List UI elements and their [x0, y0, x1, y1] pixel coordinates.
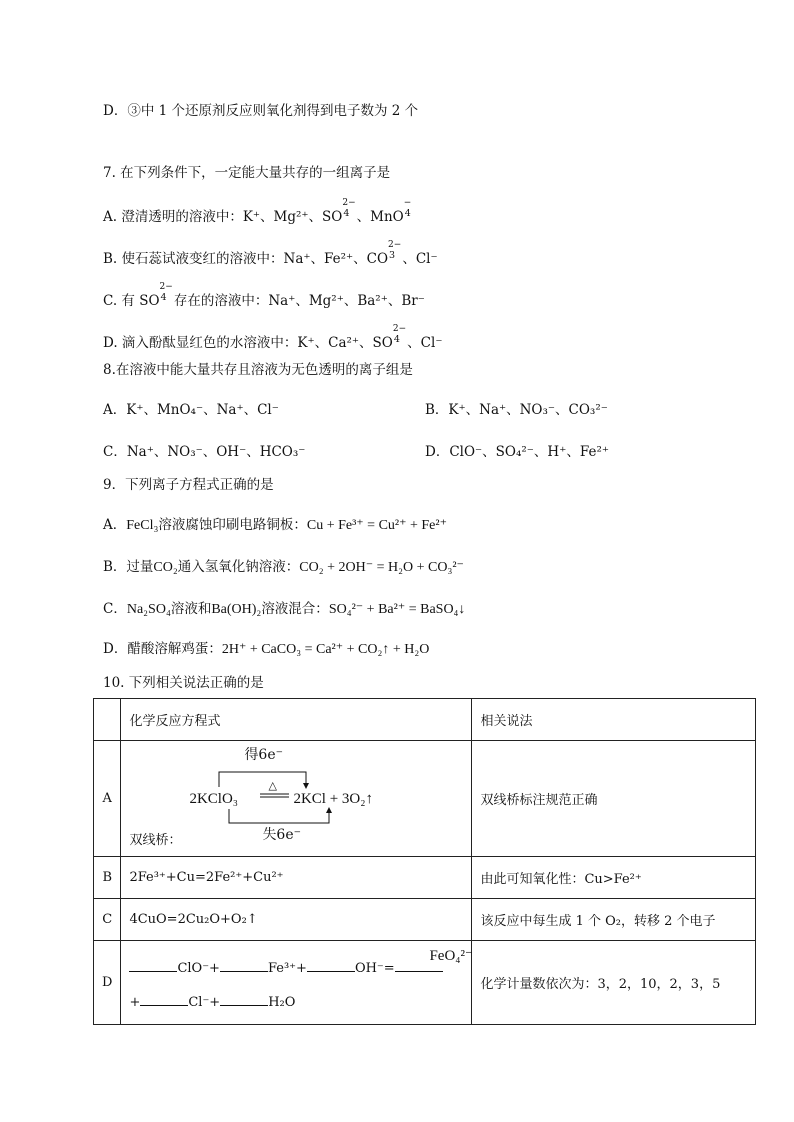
q7-c-post: 存在的溶液中：Na⁺、Mg²⁺、Ba²⁺、Br⁻ [169, 293, 425, 309]
q9-b-equation: CO₂ + 2OH⁻ = H₂O + CO₃²⁻ [299, 560, 464, 575]
q8-option-c: C．Na⁺、NO₃⁻、OH⁻、HCO₃⁻ [103, 444, 306, 460]
q9-a-equation: Cu + Fe³⁺ = Cu²⁺ + Fe²⁺ [306, 518, 447, 533]
table-row [94, 899, 756, 941]
q9-c-mid1: 溶液和 [170, 601, 212, 617]
row-d-term-4: + [129, 994, 141, 1010]
q9-d-equation: 2H⁺ + CaCO₃ = Ca²⁺ + CO₂↑ + H₂O [221, 642, 430, 657]
table-header-row [94, 699, 756, 741]
q7-b-pre: B. 使石蕊试液变红的溶液中：Na⁺、Fe²⁺、CO [103, 251, 389, 267]
blank-slot[interactable] [140, 992, 188, 1006]
q9-option-a [103, 516, 447, 535]
q7-a-so4-charge: 2− [342, 198, 356, 208]
lhs-formula: 2KClO₃ [189, 790, 239, 807]
q7-a-mno4-sub: 4 [404, 208, 411, 219]
q9-a-mid: 溶液腐蚀印刷电路铜板： [158, 517, 307, 533]
q8-stem: 8.在溶液中能大量共存且溶液为无色透明的离子组是 [103, 362, 413, 378]
q6-option-d: D．③中 1 个还原剂反应则氧化剂得到电子数为 2 个 [103, 103, 419, 119]
row-c-equation: 4CuO=2Cu₂O+O₂↑ [121, 899, 472, 941]
q7-b-sub: 3 [389, 250, 396, 261]
q9-stem: 9．下列离子方程式正确的是 [103, 477, 274, 493]
table-row [94, 857, 756, 899]
q8-option-a: A．K⁺、MnO₄⁻、Na⁺、Cl⁻ [103, 402, 279, 418]
row-d-term-6: H₂O [268, 994, 296, 1010]
q9-c-label: C． [103, 601, 127, 617]
q7-option-a [103, 198, 414, 226]
q7-d-charge: 2− [392, 324, 407, 334]
q9-a-lead: FeCl₃ [126, 518, 159, 533]
q9-b-label: B．过量 [103, 559, 154, 575]
q9-b-lead: CO₂ [153, 560, 178, 575]
blank-slot[interactable] [220, 958, 268, 972]
gain-electrons-label: 得6e⁻ [244, 746, 284, 763]
row-b-equation: 2Fe³⁺+Cu=2Fe²⁺+Cu²⁺ [121, 857, 472, 899]
row-a-note: 双线桥标注规范正确 [472, 741, 756, 857]
row-b-note: 由此可知氧化性：Cu>Fe²⁺ [472, 857, 756, 899]
q9-c-mid2: 溶液混合： [261, 601, 329, 617]
q7-d-sub: 4 [393, 334, 400, 345]
double-bridge-caption: 双线桥： [129, 832, 182, 848]
table-row [94, 741, 756, 857]
row-b-label: B [94, 857, 121, 899]
q8-option-b: B．K⁺、Na⁺、NO₃⁻、CO₃²⁻ [425, 402, 608, 418]
q7-option-c [103, 282, 425, 310]
lose-electrons-label: 失6e⁻ [262, 826, 302, 843]
q7-a-mid: 、MnO [352, 209, 404, 225]
blank-slot[interactable] [220, 992, 268, 1006]
q7-c-charge: 2− [159, 282, 173, 292]
table-header-blank [94, 699, 121, 741]
blank-slot[interactable] [129, 958, 177, 972]
row-d-term-3: OH⁻= [354, 960, 395, 976]
q8-option-d: D．ClO⁻、SO₄²⁻、H⁺、Fe²⁺ [425, 444, 609, 460]
row-d-label: D [94, 941, 121, 1025]
row-d-term-5: Cl⁻+ [188, 994, 221, 1010]
row-d-term-1: ClO⁻+ [177, 960, 220, 976]
row-c-label: C [94, 899, 121, 941]
q9-c-equation: SO₄²⁻ + Ba²⁺ = BaSO₄↓ [328, 602, 466, 617]
q7-option-b [103, 240, 438, 268]
heat-symbol: △ [268, 778, 277, 792]
q9-c-lead: Na₂SO₄ [126, 602, 171, 617]
blank-slot[interactable] [307, 958, 355, 972]
q7-d-pre: D. 滴入酚酞显红色的水溶液中：K⁺、Ca²⁺、SO [103, 335, 393, 351]
q9-option-d [103, 640, 429, 659]
q9-option-c [103, 600, 465, 619]
q7-option-d [103, 324, 443, 352]
rhs-formula: 2KCl + 3O₂↑ [293, 790, 373, 807]
table-row [94, 941, 756, 1025]
row-a-equation [121, 741, 472, 857]
q7-a-pre: A. 澄清透明的溶液中：K⁺、Mg²⁺、SO [103, 209, 343, 225]
table-header-note: 相关说法 [472, 699, 756, 741]
row-c-note: 该反应中每生成 1 个 O₂，转移 2 个电子 [472, 899, 756, 941]
row-d-note: 化学计量数依次为：3，2，10，2，3，5 [472, 941, 756, 1025]
q7-a-mno4-charge: − [403, 198, 412, 208]
q9-b-mid: 通入氢氧化钠溶液： [177, 559, 300, 575]
row-d-product: FeO₄²⁻ [429, 947, 473, 964]
q7-c-pre: C. 有 SO [103, 293, 160, 309]
q7-c-sub: 4 [160, 292, 167, 303]
table-header-equation: 化学反应方程式 [121, 699, 472, 741]
q7-d-post: 、Cl⁻ [402, 335, 443, 351]
q7-b-charge: 2− [388, 240, 402, 250]
row-a-label: A [94, 741, 121, 857]
q9-c-lead2: Ba(OH)₂ [211, 602, 262, 617]
q9-d-label: D．醋酸溶解鸡蛋： [103, 641, 222, 657]
q9-option-b [103, 558, 464, 577]
row-d-term-2: Fe³⁺+ [267, 960, 307, 976]
q7-stem: 7. 在下列条件下，一定能大量共存的一组离子是 [103, 165, 391, 181]
q7-a-so4-sub: 4 [343, 208, 350, 219]
row-d-equation [121, 941, 472, 1025]
q10-stem: 10. 下列相关说法正确的是 [103, 675, 264, 691]
q9-a-label: A． [103, 517, 127, 533]
q10-table [93, 698, 756, 1025]
q7-b-post: 、Cl⁻ [398, 251, 438, 267]
